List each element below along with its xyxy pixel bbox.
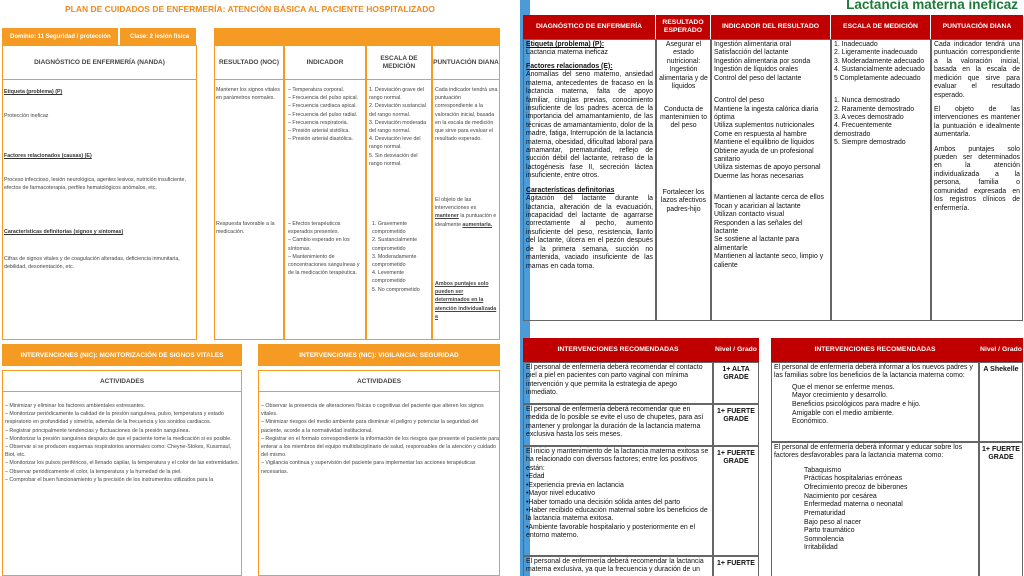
- scale-item: 5. No comprometido: [372, 286, 420, 293]
- nic1-item: – Observar si se producen esquemas respiratorios anormales como: Cheyne-Stokes, Kussmaul, Biot, etc.: [5, 444, 232, 459]
- int1-header: INTERVENCIONES RECOMENDADAS: [523, 338, 713, 362]
- int1-grade: 1+ FUERTE GRADE: [713, 446, 759, 556]
- indicator-cell: [711, 39, 831, 321]
- caract-label: Características definitorias (signos y síntomas): [4, 229, 124, 235]
- int2-header: INTERVENCIONES RECOMENDADAS: [771, 338, 979, 362]
- int1-factor: •Experiencia previa en lactancia: [526, 481, 624, 489]
- risk-factor-item: Ofrecimiento precoz de biberones: [804, 484, 908, 492]
- int1-factor: •Haber recibido educación maternal sobre los beneficios de la lactancia materna exitosa.: [526, 506, 708, 523]
- nic1-title: INTERVENCIONES (NIC): MONITORIZACIÓN DE SIGNOS VITALES: [2, 344, 242, 366]
- indicator-list-1: [288, 86, 364, 143]
- target-score-text-3: Ambos puntajes solo pueden ser determinados en la atención individualizada a: [435, 281, 497, 320]
- noc-box: [214, 80, 284, 340]
- factores-label: Factores relacionados (E):: [526, 62, 613, 70]
- diag-cell: [523, 39, 656, 321]
- risk-factor-item: Nacimiento por cesárea: [804, 492, 877, 500]
- result-nutrition: Asegurar el estado nutricional: Ingestión alimentaria y de líquidos: [659, 41, 708, 91]
- indicator-item: Control del peso: [714, 97, 765, 105]
- scale-item: 1. Gravemente comprometido: [372, 221, 408, 236]
- scale-item: 1. Inadecuado: [834, 41, 878, 48]
- risk-factor-item: Prácticas hospitalarias erróneas: [804, 475, 903, 483]
- indicator-item: – Frecuencia cardiaca apical.: [288, 103, 357, 110]
- benefit-item: Mayor crecimiento y desarrollo.: [792, 392, 888, 400]
- int2-row: [771, 362, 979, 442]
- result-cell: [656, 39, 711, 321]
- indicator-item: Satisfacción del lactante: [714, 49, 789, 57]
- scale-item: 3. A veces demostrado: [834, 113, 904, 121]
- score-cell: [931, 39, 1023, 321]
- diag-header: DIAGNÓSTICO DE ENFERMERÍA (NANDA): [2, 45, 197, 80]
- score-text-3: Ambos puntajes solo pueden ser determinados en la atención individualizada a la persona, familia o comunidad expresada en los registros clínicos de enfermería.: [934, 145, 1020, 212]
- scale-item: 4. Levemente comprometido: [372, 270, 406, 285]
- right-title: Lactancia materna ineficaz: [846, 0, 1018, 12]
- int1-factor: •Ambiente favorable hospitalario y posteriormente en el entorno materno.: [526, 523, 696, 540]
- nic2-item: – Registrar en el formato correspondiente la información de los riesgos que presente el paciente para enterar a los miembros del equipo multidisciplinario de salud, responsables de la atención y cuidado del mismo.: [261, 435, 499, 459]
- risk-factor-item: Prematuridad: [804, 509, 846, 517]
- col-diag-header: DIAGNÓSTICO DE ENFERMERÍA: [523, 15, 655, 39]
- score-text-1: Cada indicador tendrá una puntuación correspondiente a la valoración inicial, basada en la escala de medición que sirve para evaluar el resultado esperado.: [934, 41, 1020, 99]
- indicator-item: Ingestión alimentaria oral: [714, 41, 791, 48]
- int1-factor: •Mayor nivel educativo: [526, 490, 596, 498]
- scale-item: 1. Desviación grave del rango normal.: [369, 87, 425, 102]
- int2-row-text: El personal de enfermería deberá informar a los nuevos padres y las familias sobre los beneficios de la lactancia materna como:: [774, 364, 973, 380]
- nic2-list: [261, 402, 499, 476]
- nic2-item: – Observar la presencia de alteraciones físicas o cognitivas del paciente que alteren los signos vitales.: [261, 403, 484, 418]
- nic1-item: – Observar periódicamente el color, la temperatura y la humedad de la piel.: [5, 468, 182, 475]
- risk-factor-item: Parto traumático: [804, 527, 855, 535]
- dominio-label: Dominio: 11 Seguridad / protección: [2, 28, 118, 45]
- benefit-item: Económico.: [792, 418, 829, 426]
- scale-item: 2. Raramente demostrado: [834, 105, 915, 113]
- indicator-item: – Temperatura corporal.: [288, 87, 345, 93]
- indicator-item: Utiliza suplementos nutricionales: [714, 122, 815, 130]
- factores-value: Proceso infeccioso, lesión neurológica, agentes lesivos, nutrición insuficiente, efectos de farmacoterapia, perfiles hematológicos anómalos, etc.: [4, 177, 186, 192]
- indicator-item: Mantiene el equilibrio de líquidos: [714, 139, 815, 147]
- indicator-item: Tocan y acarician al lactante: [714, 202, 801, 210]
- scale-header: ESCALA DE MEDICIÓN: [366, 45, 432, 80]
- scale-item: 2. Ligeramente inadecuado: [834, 49, 918, 57]
- benefit-item: Amigable con el medio ambiente.: [792, 409, 894, 417]
- indicator-item: – Presión arterial sistólica.: [288, 128, 350, 135]
- int2-grade: 1+ FUERTE GRADE: [979, 442, 1023, 576]
- indicator-item: Mantienen al lactante cerca de ellos: [714, 194, 824, 202]
- indicator-item: Responden a las señales del lactante: [714, 219, 803, 236]
- nic1-item: – Monitorizar la presión sanguínea después de que el paciente tome la medicación si es posible.: [5, 435, 232, 442]
- caract-value: Cifras de signos vitales y de coagulación alteradas, deficiencia inmunitaria, debilidad, desorientación, etc.: [4, 256, 180, 271]
- indicator-item: Utiliza sistemas de apoyo personal: [714, 164, 821, 172]
- clase-label: Clase: 2 lesión física: [120, 28, 196, 45]
- etiqueta-label: Etiqueta (problema) (P):: [526, 41, 605, 48]
- indicator-item: – Frecuencia del pulso radial.: [288, 111, 358, 118]
- noc-medication: Respuesta favorable a la medicación.: [216, 221, 275, 236]
- score-text-2: El objeto de las intervenciones es mantener la puntuación e idealmente aumentarla.: [934, 105, 1020, 139]
- scale-item: 3. Moderadamente comprometido: [372, 253, 417, 269]
- scale-item: 5. Sin desviación del rango normal.: [369, 152, 418, 167]
- int1-factor: •Edad: [526, 473, 545, 481]
- nic1-item: – Minimizar y eliminar los factores ambientales estresantes.: [5, 403, 146, 409]
- int1-row-text: El inicio y mantenimiento de la lactancia materna exitosa se ha relacionado con diversos factores; entre los positivos están:: [526, 448, 709, 472]
- col-indicator-header: INDICADOR DEL RESULTADO: [711, 15, 830, 39]
- nic1-activities-header: ACTIVIDADES: [2, 370, 242, 392]
- risk-factor-item: Somnolencia: [804, 535, 844, 543]
- int1-row: El personal de enfermería deberá recomendar el contacto piel a piel en pacientes con parto vaginal con mínima intervención y que permita la estrategia de apego inmediato.: [523, 362, 713, 404]
- scale-item: 3. Moderadamente adecuado: [834, 57, 925, 65]
- indicator-item: Control del peso del lactante: [714, 74, 802, 82]
- scale-item: 4. Desviación leve del rango normal.: [369, 136, 421, 151]
- benefit-item: Que el menor se enferme menos.: [792, 383, 895, 391]
- int1-grade-header: Nivel / Grado: [713, 338, 759, 362]
- left-title: PLAN DE CUIDADOS DE ENFERMERÍA: ATENCIÓN BÁSICA AL PACIENTE HOSPITALIZADO: [64, 4, 436, 14]
- indicator-item: Come en respuesta al hambre: [714, 130, 807, 138]
- scale-item: 1. Nunca demostrado: [834, 97, 900, 105]
- scale-item: 3. Desviación moderada del rango normal.: [369, 119, 427, 135]
- nic2-item: – Vigilancia continua y supervisión del paciente para implementar las acciones terapéuticas necesarias.: [261, 460, 476, 475]
- int2-grade-header: Nivel / Grado: [979, 338, 1023, 362]
- int1-row: El personal de enfermería deberá recomendar que en medida de lo posible se evite el uso de chupetes, para así mantener y prolongar la duración de la lactancia materna exclusiva hasta los seis meses.: [523, 404, 713, 446]
- caract-label: Características definitorias: [526, 186, 615, 194]
- int1-factor: •Haber tomado una decisión sólida antes del parto: [526, 498, 681, 506]
- scale-item: 4. Frecuentemente demostrado: [834, 122, 892, 138]
- int1-grade: 1+ FUERTE GRADE: [713, 404, 759, 446]
- nic1-item: – Registrar principalmente tendencias y fluctuaciones de la presión sanguínea.: [5, 427, 190, 434]
- scale-list-1: [369, 86, 431, 168]
- target-score-text-2: El objeto de las intervenciones es mantener la puntuación e idealmente aumentarla.: [435, 197, 497, 228]
- nic1-item: – Monitorizar periódicamente la calidad de la presión sanguínea, pulso, temperatura y estado respiratorio en profundidad y simetría, además de la frecuencia y los sonidos cardiacos.: [5, 411, 224, 426]
- int2-row: [771, 442, 979, 576]
- indicator-item: Obtiene ayuda de un profesional sanitario: [714, 147, 814, 164]
- indicator-item: Ingestión alimentaria por sonda: [714, 57, 811, 65]
- int2-row-text: El personal de enfermería deberá informar y educar sobre los factores desfavorables para la lactancia materna como:: [774, 444, 963, 460]
- indicator-item: Mantiene la ingesta calórica diaria óptima: [714, 105, 819, 121]
- int1-grade: 1+ ALTA GRADE: [713, 362, 759, 404]
- etiqueta-value: Protección ineficaz: [4, 113, 49, 119]
- result-weight: Conducta de mantenimien to del peso: [659, 105, 708, 130]
- nic1-item: – Comprobar el buen funcionamiento y la precisión de los instrumentos utilizados para la: [5, 476, 214, 483]
- factores-label: Factores relacionados (causas) (E): [4, 153, 92, 159]
- col-result-header: RESULTADO ESPERADO: [656, 15, 710, 39]
- scale-item: 5. Siempre demostrado: [834, 139, 906, 147]
- nic1-list: [5, 402, 241, 484]
- noc-vital-signs: Mantener los signos vitales en parámetros normales.: [216, 87, 280, 102]
- risk-factor-item: Bajo peso al nacer: [804, 518, 862, 526]
- indicator-list-2: [288, 220, 364, 277]
- indicator-item: – Frecuencia respiratoria.: [288, 119, 349, 126]
- indicator-item: Ingestión de líquidos orales: [714, 66, 798, 74]
- etiqueta-label: Etiqueta (problema) (P): [4, 89, 63, 95]
- benefit-item: Beneficios psicológicos para madre e hijo.: [792, 401, 921, 409]
- nic2-title: INTERVENCIONES (NIC): VIGILANCIA: SEGURIDAD: [258, 344, 500, 366]
- scale-cell: [831, 39, 931, 321]
- indicator-item: Utilizan contacto visual: [714, 211, 785, 219]
- indicator-item: – Presión arterial diastólica.: [288, 136, 354, 143]
- int2-grade: A Shekelle: [979, 362, 1023, 442]
- indicator-item: Mantienen al lactante seco, limpio y caliente: [714, 253, 824, 269]
- target-score-text-1: Cada indicador tendrá una puntuación correspondiente a la valoración inicial, basada en la escala de medición que sirve para evaluar el resultado esperado.: [435, 87, 498, 143]
- indicator-item: – Frecuencia del pulso apical.: [288, 95, 359, 102]
- indicator-item: – Cambio esperado en los síntomas.: [288, 237, 350, 252]
- risk-factor-item: Enfermedad materna o neonatal: [804, 501, 903, 509]
- noc-top-bar: [214, 28, 500, 45]
- right-care-plan: [520, 0, 1024, 576]
- indicator-item: – Efectos terapéuticos esperados presentes.: [288, 221, 341, 236]
- nic1-item: – Monitorizar los pulsos periféricos, el llenado capilar, la temperatura y el color de las extremidades.: [5, 460, 240, 467]
- risk-factor-item: Tabaquismo: [804, 466, 842, 474]
- factores-value: Anomalías del seno materno, ansiedad materna, antecedentes de fracaso en la lactancia materna, falta de apoyo familiar, cirugías previas, conocimiento insuficiente de los padres acerca de la importancia del amamantamiento, de las técnicas de amamantamiento, dolor de la madre, fatiga, Interrupción de la lactancia materna, obesidad, dificultad laboral para amamantar, prematuridad, reflejo de succión débil del lactante, retraso de la lactogénesis fase II, secreción láctea insuficiente, entre otros.: [526, 71, 653, 180]
- int1-row: El personal de enfermería deberá recomendar la lactancia materna exclusiva, ya que la frecuencia y duración de un: [523, 556, 713, 576]
- scale-item: 2. Desviación sustancial del rango normal.: [369, 103, 426, 118]
- scale-item: 4. Sustancialmente adecuado: [834, 66, 925, 74]
- nic2-activities-header: ACTIVIDADES: [258, 370, 500, 392]
- etiqueta-value: Lactancia materna ineficaz: [526, 49, 608, 57]
- scale-item: 5 Completamente adecuado: [834, 74, 921, 82]
- int1-grade: 1+ FUERTE: [713, 556, 759, 576]
- nic2-item: – Minimizar riesgos del medio ambiente para disminuir el peligro y potenciar la seguridad del paciente, acorde a la normatividad institucional.: [261, 419, 479, 434]
- target-score-header: PUNTUACIÓN DIANA: [432, 45, 500, 80]
- indicator-item: – Mantenimiento de concentraciones sanguíneas y de la medicación terapéutica.: [288, 253, 360, 277]
- risk-factor-item: Irritabilidad: [804, 544, 838, 552]
- col-score-header: PUNTUACIÓN DIANA: [931, 15, 1023, 39]
- col-scale-header: ESCALA DE MEDICIÓN: [831, 15, 930, 39]
- caract-value: Agitación del lactante durante la lactancia, alteración de la evacuación, incapacidad del lactante de agarrarse correctamente al pecho, aumento insuficiente del peso, resistencia, llanto del lactante, úlcera en el pezón después de la primera semana, succión no mantenida, vaciado insuficiente de las mamas en cada toma.: [526, 195, 653, 270]
- scale-list-2: [372, 220, 430, 294]
- int1-row: [523, 446, 713, 556]
- scale-item: 2. Sustancialmente comprometido: [372, 237, 418, 252]
- result-bond: Fortalecer los lazos afectivos padres-hijo: [660, 188, 707, 213]
- indicator-item: Duerme las horas necesarias: [714, 172, 804, 180]
- indicator-item: Se sostiene al lactante para alimentarle: [714, 236, 800, 252]
- indicator-header: INDICADOR: [284, 45, 366, 80]
- noc-header: RESULTADO (NOC): [214, 45, 284, 80]
